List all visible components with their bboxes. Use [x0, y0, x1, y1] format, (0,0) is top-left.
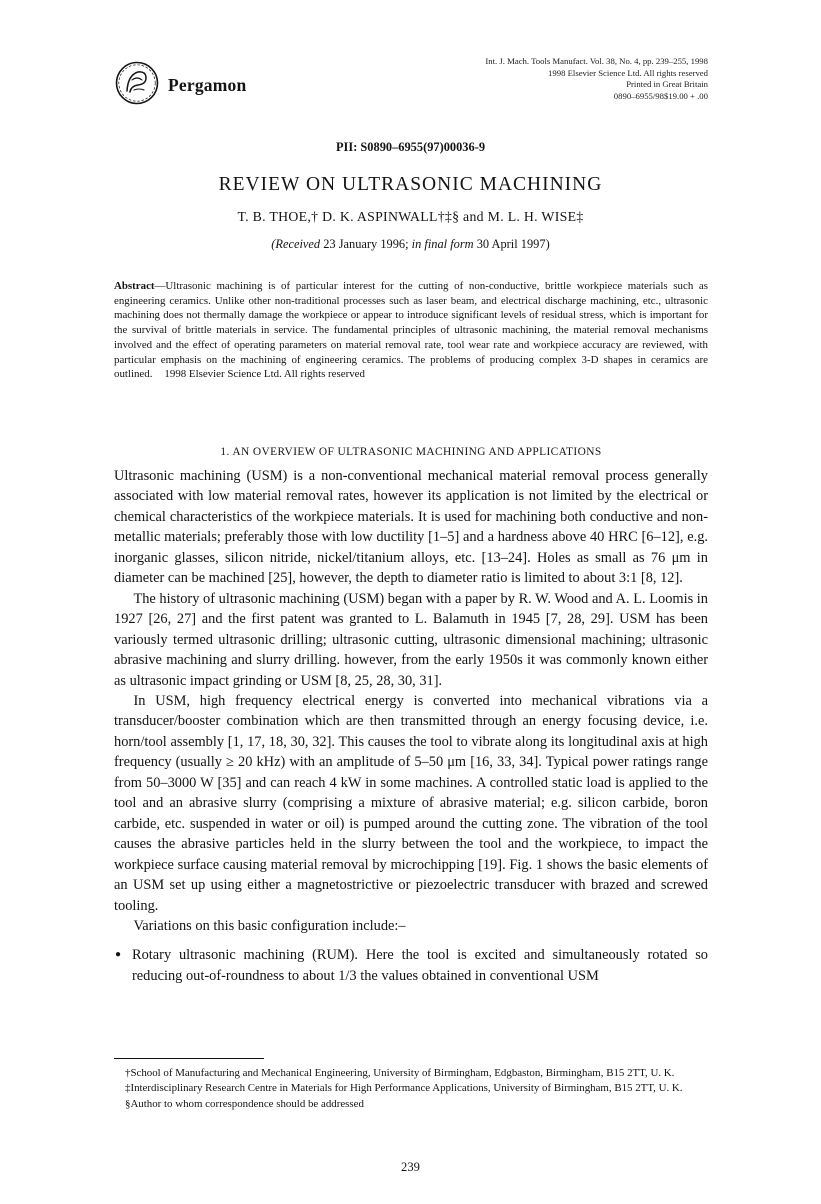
- abstract-block: [114, 279, 708, 382]
- footnote: §Author to whom correspondence should be addressed: [125, 1097, 364, 1110]
- journal-imprint: [485, 56, 708, 103]
- footnote-divider: [114, 1058, 264, 1059]
- journal-printed-line: Printed in Great Britain: [626, 79, 708, 90]
- authors-line: T. B. THOE,† D. K. ASPINWALL†‡§ and M. L. H. WISE‡: [237, 209, 584, 224]
- abstract-text: —Ultrasonic machining is of particular interest for the cutting of non-conductive, brittle workpiece materials such as engineering ceramics. Unlike other non-traditional processes such as laser beam, and electrical discharge machining, etc., ultrasonic machining does not thermally damage the workpiece or appear to introduce significant levels of residual stress, which is important for the survival of brittle materials in service. The fundamental principles of ultrasonic machining, the material removal mechanisms involved and the effect of operating parameters on material removal rate, tool wear rate and workpiece accuracy are reviewed, with particular emphasis on the machining of engineering ceramics. The problems of producing complex 3-D shapes in ceramics are outlined.: [114, 280, 708, 381]
- footnotes-block: [114, 1058, 708, 1112]
- body-paragraph: In USM, high frequency electrical energy is converted into mechanical vibrations via a transducer/booster combination which are then transmitted through an energy focusing device, i.e. horn/tool assembly [1, 17, 18, 30, 32]. This causes the tool to vibrate along its longitudinal axis at high frequency (usually ≥ 20 kHz) with an amplitude of 5–50 μm [16, 33, 34]. Typical power ratings range from 50–3000 W [35] and can reach 4 kW in some machines. A controlled static load is applied to the tool and an abrasive slurry (comprising a mixture of abrasive material; e.g. silicon carbide, boron carbide, etc. suspended in water or oil) is pumped around the cutting zone. The vibration of the tool causes the abrasive particles held in the slurry between the tool and the workpiece, to impact the workpiece surface causing material removal by microchipping [19]. Fig. 1 shows the basic elements of an USM set up using either a magnetostrictive or piezoelectric transducer with brazed and screwed tooling.: [114, 692, 708, 914]
- article-title: REVIEW ON ULTRASONIC MACHINING: [218, 174, 603, 195]
- body-text: [114, 466, 708, 986]
- received-date: 23 January 1996;: [320, 237, 412, 251]
- body-paragraph: Ultrasonic machining (USM) is a non-conventional mechanical material removal process generally associated with low material removal rates, however its application is not limited by the electrical or chemical characteristics of the workpiece materials. It is used for machining both conductive and non-metallic materials; preferably those with low ductility [1–5] and a hardness above 40 HRC [6–12], e.g. inorganic glasses, silicon nitride, nickel/titanium alloys, etc. [13–24]. Holes as small as 76 μm in diameter can be machined [25], however, the depth to diameter ratio is limited to about 3:1 [8, 12].: [114, 468, 708, 587]
- publisher-block: [114, 60, 246, 111]
- received-line: [0, 237, 821, 252]
- pergamon-logo-icon: [114, 60, 160, 111]
- journal-issn-line: 0890–6955/98$19.00 + .00: [613, 91, 708, 102]
- footnote: ‡Interdisciplinary Research Centre in Materials for High Performance Applications, University of Birmingham, B15 2TT, U. K.: [125, 1082, 683, 1095]
- body-paragraph: The history of ultrasonic machining (USM) began with a paper by R. W. Wood and A. L. Loomis in 1927 [26, 27] and the first patent was granted to L. Balamuth in 1945 [7, 28, 29]. USM has been variously termed ultrasonic drilling; ultrasonic cutting, ultrasonic dimensional machining; ultrasonic abrasive machining and slurry drilling. however, from the early 1950s it was commonly known either as ultrasonic impact grinding or USM [8, 25, 28, 30, 31].: [114, 590, 708, 689]
- body-paragraph: Variations on this basic configuration include:–: [133, 917, 406, 934]
- variations-list: [114, 945, 708, 986]
- page-number: 239: [401, 1160, 420, 1174]
- list-item: [114, 945, 708, 986]
- final-form-date: 30 April 1997): [473, 237, 550, 251]
- received-label: (Received: [271, 237, 321, 251]
- abstract-label: Abstract: [114, 280, 155, 292]
- pii-line: PII: S0890–6955(97)00036-9: [335, 140, 486, 154]
- page-header: [114, 56, 708, 111]
- publisher-name: Pergamon: [168, 75, 247, 95]
- footnote: †School of Manufacturing and Mechanical Engineering, University of Birmingham, Edgbaston, Birmingham, B15 2TT, U. K.: [125, 1067, 675, 1079]
- journal-citation-line: Int. J. Mach. Tools Manufact. Vol. 38, No. 4, pp. 239–255, 1998: [485, 56, 708, 66]
- final-form-label: in final form: [411, 237, 474, 251]
- abstract-copyright: 1998 Elsevier Science Ltd. All rights reserved: [164, 368, 365, 381]
- section-heading: 1. AN OVERVIEW OF ULTRASONIC MACHINING AND APPLICATIONS: [220, 446, 602, 458]
- list-item-text: Rotary ultrasonic machining (RUM). Here the tool is excited and simultaneously rotated so reducing out-of-roundness to about 1/3 the values obtained in conventional USM: [132, 947, 708, 984]
- journal-copyright-line: 1998 Elsevier Science Ltd. All rights reserved: [548, 67, 708, 78]
- bullet-icon: ●: [115, 949, 122, 961]
